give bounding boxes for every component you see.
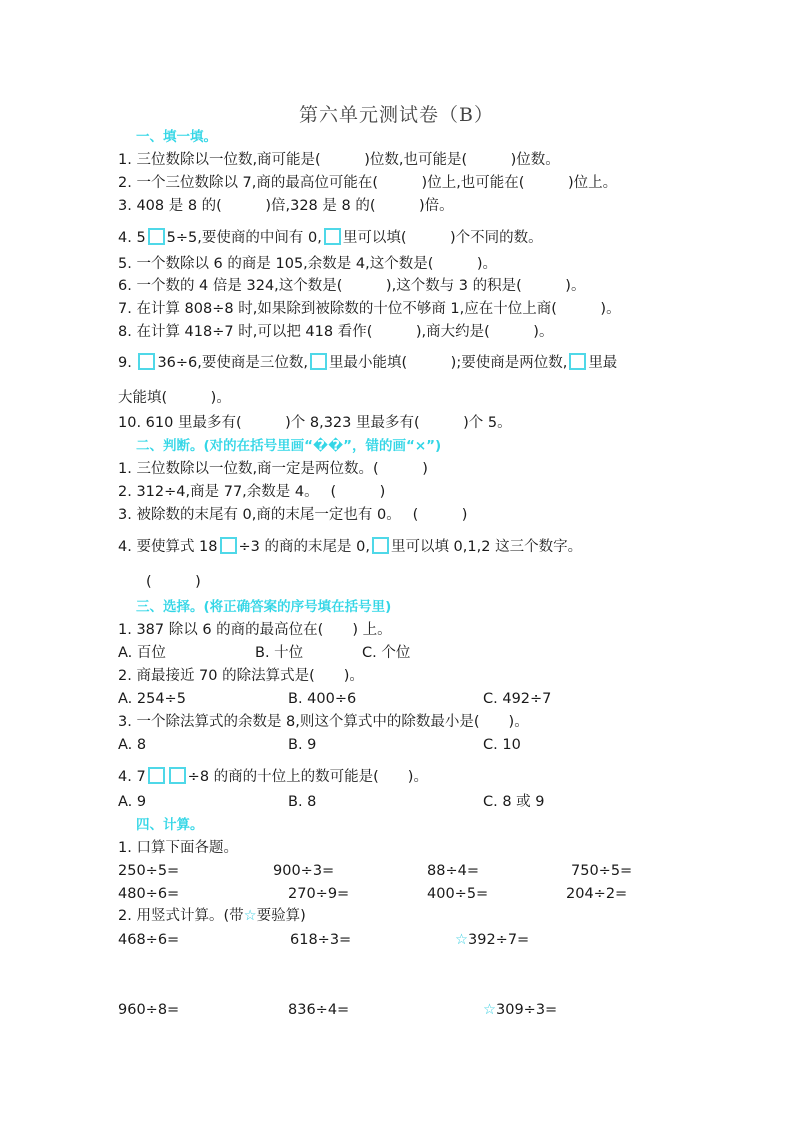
page-title: 第六单元测试卷（B） (299, 104, 494, 126)
vertical-title-part2: 要验算) (256, 908, 306, 924)
answer-box[interactable] (372, 537, 389, 554)
choice-q3-option-a: A. 8 (118, 737, 147, 753)
oral-item: 88÷4= (427, 863, 479, 879)
judge-q1: 1. 三位数除以一位数,商一定是两位数。( ) (118, 461, 428, 477)
oral-item: 250÷5= (118, 863, 180, 879)
choice-q4-part1: 4. 7 (118, 769, 146, 785)
vertical-item: 960÷8= (118, 1002, 180, 1018)
fill-q9-part4: 里最 (588, 355, 618, 371)
vertical-item: 618÷3= (290, 932, 352, 948)
choice-q2-option-a: A. 254÷5 (118, 691, 186, 707)
fill-q6: 6. 一个数的 4 倍是 324,这个数是( ),这个数与 3 的积是( )。 (118, 278, 586, 294)
choice-q4-option-c: C. 8 或 9 (483, 794, 545, 810)
oral-item: 270÷9= (288, 886, 350, 902)
section-heading-fill: 一、填一填。 (136, 129, 217, 145)
calc-oral-title: 1. 口算下面各题。 (118, 840, 238, 856)
section-heading-choice: 三、选择。(将正确答案的序号填在括号里) (136, 599, 392, 615)
fill-q10: 10. 610 里最多有( )个 8,323 里最多有( )个 5。 (118, 415, 512, 431)
fill-q8: 8. 在计算 418÷7 时,可以把 418 看作( ),商大约是( )。 (118, 324, 554, 340)
oral-item: 204÷2= (566, 886, 628, 902)
fill-q5: 5. 一个数除以 6 的商是 105,余数是 4,这个数是( )。 (118, 256, 498, 272)
choice-q4-option-b: B. 8 (288, 794, 317, 810)
star-icon: ☆ (483, 1002, 496, 1018)
judge-q4-part2: ÷3 的商的末尾是 0, (238, 539, 370, 555)
fill-q4-part1: 4. 5 (118, 230, 146, 246)
choice-q1-option-a: A. 百位 (118, 645, 166, 661)
star-icon: ☆ (455, 932, 468, 948)
vertical-item: 468÷6= (118, 932, 180, 948)
choice-q1: 1. 387 除以 6 的商的最高位在( ) 上。 (118, 622, 392, 638)
section-heading-calc: 四、计算。 (136, 817, 204, 833)
choice-q2: 2. 商最接近 70 的除法算式是( )。 (118, 668, 364, 684)
choice-q2-option-c: C. 492÷7 (483, 691, 552, 707)
choice-q3-option-c: C. 10 (483, 737, 521, 753)
judge-q3: 3. 被除数的末尾有 0,商的末尾一定也有 0。 ( ) (118, 507, 468, 523)
fill-q3: 3. 408 是 8 的( )倍,328 是 8 的( )倍。 (118, 198, 454, 214)
choice-q3-option-b: B. 9 (288, 737, 317, 753)
answer-box[interactable] (324, 228, 341, 245)
vertical-item: 836÷4= (288, 1002, 350, 1018)
section-heading-judge: 二、判断。(对的在括号里画“��”，错的画“×”) (136, 438, 442, 454)
choice-q3: 3. 一个除法算式的余数是 8,则这个算式中的除数最小是( )。 (118, 714, 529, 730)
answer-box[interactable] (148, 767, 165, 784)
star-icon: ☆ (243, 908, 257, 924)
judge-q4-answer: ( ) (146, 574, 201, 590)
judge-q4 (118, 537, 582, 557)
answer-box[interactable] (169, 767, 186, 784)
fill-q9 (118, 353, 617, 373)
fill-q9-part2: 36÷6,要使商是三位数, (157, 355, 308, 371)
oral-item: 750÷5= (571, 863, 633, 879)
oral-item: 900÷3= (273, 863, 335, 879)
fill-q7: 7. 在计算 808÷8 时,如果除到被除数的十位不够商 1,应在十位上商( )。 (118, 301, 621, 317)
choice-q2-option-b: B. 400÷6 (288, 691, 357, 707)
judge-q2: 2. 312÷4,商是 77,余数是 4。 ( ) (118, 484, 386, 500)
fill-q4 (118, 228, 543, 248)
judge-q4-part3: 里可以填 0,1,2 这三个数字。 (390, 539, 583, 555)
answer-box[interactable] (138, 353, 155, 370)
answer-box[interactable] (220, 537, 237, 554)
fill-q4-part2: 5÷5,要使商的中间有 0, (166, 230, 322, 246)
oral-item: 400÷5= (427, 886, 489, 902)
choice-q4 (118, 767, 428, 787)
judge-q4-part1: 4. 要使算式 18 (118, 539, 218, 555)
vertical-item-star (483, 1000, 557, 1020)
fill-q9-part1: 9. (118, 355, 132, 371)
answer-box[interactable] (569, 353, 586, 370)
vertical-item-text: 392÷7= (468, 932, 530, 948)
fill-q9-continued: 大能填( )。 (118, 390, 231, 406)
choice-q1-option-c: C. 个位 (362, 645, 411, 661)
oral-item: 480÷6= (118, 886, 180, 902)
choice-q1-option-b: B. 十位 (255, 645, 304, 661)
calc-vertical-title (118, 906, 306, 926)
fill-q1: 1. 三位数除以一位数,商可能是( )位数,也可能是( )位数。 (118, 152, 560, 168)
vertical-item-text: 309÷3= (496, 1002, 558, 1018)
choice-q4-option-a: A. 9 (118, 794, 147, 810)
vertical-item-star (455, 930, 529, 950)
fill-q9-part3: 里最小能填( );要使商是两位数, (329, 355, 568, 371)
answer-box[interactable] (148, 228, 165, 245)
fill-q4-part3: 里可以填( )个不同的数。 (342, 230, 543, 246)
choice-q4-part2: ÷8 的商的十位上的数可能是( )。 (187, 769, 428, 785)
vertical-title-part1: 2. 用竖式计算。(带 (118, 908, 244, 924)
fill-q2: 2. 一个三位数除以 7,商的最高位可能在( )位上,也可能在( )位上。 (118, 175, 618, 191)
answer-box[interactable] (310, 353, 327, 370)
